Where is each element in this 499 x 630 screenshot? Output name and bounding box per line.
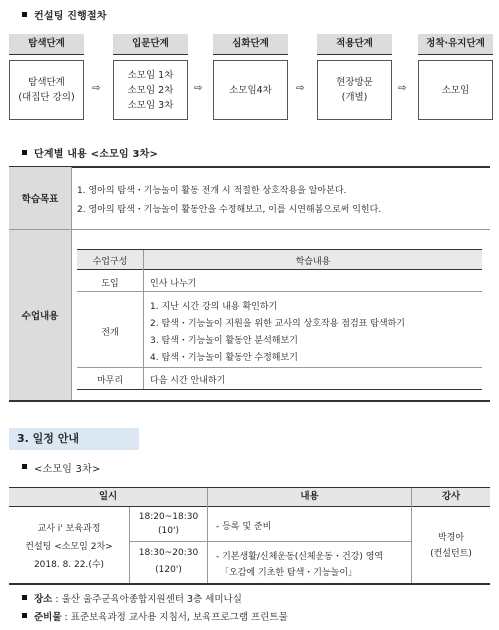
note-value: : 표준보육과정 교사용 지침서, 보육프로그램 프린트물 (61, 612, 288, 623)
schedule-head-content: 내용 (208, 488, 411, 506)
process-head-1: 탐색단계 (9, 34, 84, 55)
stage-item: 4. 탐색・기능놀이 활동안 수정해보기 (150, 353, 298, 363)
divider (9, 506, 490, 507)
bullet-square-icon (22, 12, 27, 17)
process-head-5: 정착·유지단계 (418, 34, 493, 55)
divider (207, 488, 208, 583)
slot-content: 「오감에 기초한 탐색・기능놀이」 (220, 568, 358, 578)
process-box-4 (317, 60, 392, 120)
stage-development: 전개 (101, 328, 119, 338)
stage-item: 1. 지난 시간 강의 내용 확인하기 (150, 302, 278, 312)
process-box-line: (개별) (341, 92, 368, 103)
stage-item: 인사 나누기 (150, 279, 197, 289)
slot-duration: (120') (155, 565, 182, 575)
goal-item: 2. 영아의 탐색・기능놀이 활동안을 수정해보고, 이를 시연해봄으로써 익힌다. (77, 205, 382, 215)
arrow-right-icon: ⇨ (296, 83, 305, 94)
inner-head-content: 학습내용 (295, 257, 331, 267)
arrow-right-icon: ⇨ (194, 83, 203, 94)
course-name: 교사 i' 보육과정 (37, 524, 101, 534)
inner-head-stage: 수업구성 (92, 257, 128, 267)
bullet-square-icon (22, 613, 27, 618)
process-box-5 (418, 60, 493, 120)
note-label: 준비물 (34, 612, 62, 623)
divider (77, 367, 482, 368)
course-date: 2018. 8. 22.(수) (33, 560, 105, 570)
bullet-square-icon (22, 595, 27, 600)
arrow-right-icon: ⇨ (398, 83, 407, 94)
divider (9, 166, 490, 168)
course-session: 컨설팅 <소모임 2차> (25, 542, 113, 552)
divider (77, 269, 482, 270)
note-materials (34, 609, 288, 623)
slot-content: - 기본생활/신체운동(신체운동・건강) 영역 (216, 552, 384, 562)
section-title-stage-content: 단계별 내용 <소모임 3차> (34, 149, 159, 160)
process-box-line: 소모임 (441, 84, 470, 96)
schedule-head-datetime: 일시 (9, 488, 207, 506)
process-box-line: 소모임 3차 (127, 99, 174, 111)
slot-time: 18:20~18:30 (138, 512, 199, 522)
note-value: : 울산 울주군육아종합지원센터 3층 세미나실 (52, 594, 242, 605)
divider (9, 400, 490, 402)
process-box-line: 탐색단계 (28, 77, 65, 88)
stage-item: 다음 시간 안내하기 (150, 376, 226, 386)
process-box-1 (9, 60, 84, 120)
stage-item: 3. 탐색・기능놀이 활동안 분석해보기 (150, 336, 298, 346)
arrow-right-icon: ⇨ (92, 83, 101, 94)
instructor-name: 박경아 (437, 533, 465, 543)
stage-intro: 도입 (101, 279, 119, 289)
divider (9, 229, 490, 230)
section-title-process: 컨설팅 진행절차 (34, 11, 107, 22)
process-head-3: 심화단계 (213, 34, 288, 55)
goal-item: 1. 영아의 탐색・기능놀이 활동 전개 시 적절한 상호작용을 알아본다. (77, 186, 347, 196)
goals-label: 학습목표 (9, 167, 71, 229)
bullet-square-icon (22, 150, 27, 155)
divider (77, 389, 482, 390)
process-box-line: 소모임4차 (229, 84, 272, 96)
content-label: 수업내용 (9, 230, 71, 400)
slot-content: - 등록 및 준비 (216, 522, 272, 532)
stage-item: 2. 탐색・기능놀이 지원을 위한 교사의 상호작용 점검표 탐색하기 (150, 319, 405, 329)
schedule-subtitle: <소모임 3차> (34, 464, 101, 475)
note-label: 장소 (34, 594, 53, 605)
divider (143, 250, 144, 390)
process-box-line: 소모임 1차 (127, 69, 174, 81)
divider (71, 167, 72, 400)
divider (77, 291, 482, 292)
instructor-role: (컨설턴트) (430, 549, 472, 559)
divider (9, 583, 490, 585)
process-box-line: (대집단 강의) (18, 92, 75, 103)
divider (129, 541, 411, 542)
slot-duration: (10') (158, 526, 179, 536)
process-box-3 (213, 60, 288, 120)
stage-closing: 마무리 (96, 376, 124, 386)
process-head-4: 적용단계 (317, 34, 392, 55)
bullet-square-icon (22, 464, 27, 469)
slot-time: 18:30~20:30 (138, 548, 199, 558)
process-head-2: 입문단계 (113, 34, 188, 55)
process-box-line: 현장방문 (336, 77, 373, 88)
process-box-2 (113, 60, 188, 120)
process-box-line: 소모임 2차 (127, 84, 174, 96)
section-title-schedule: 3. 일정 안내 (9, 428, 139, 450)
note-location (34, 591, 242, 605)
schedule-head-instructor: 강사 (412, 488, 490, 506)
